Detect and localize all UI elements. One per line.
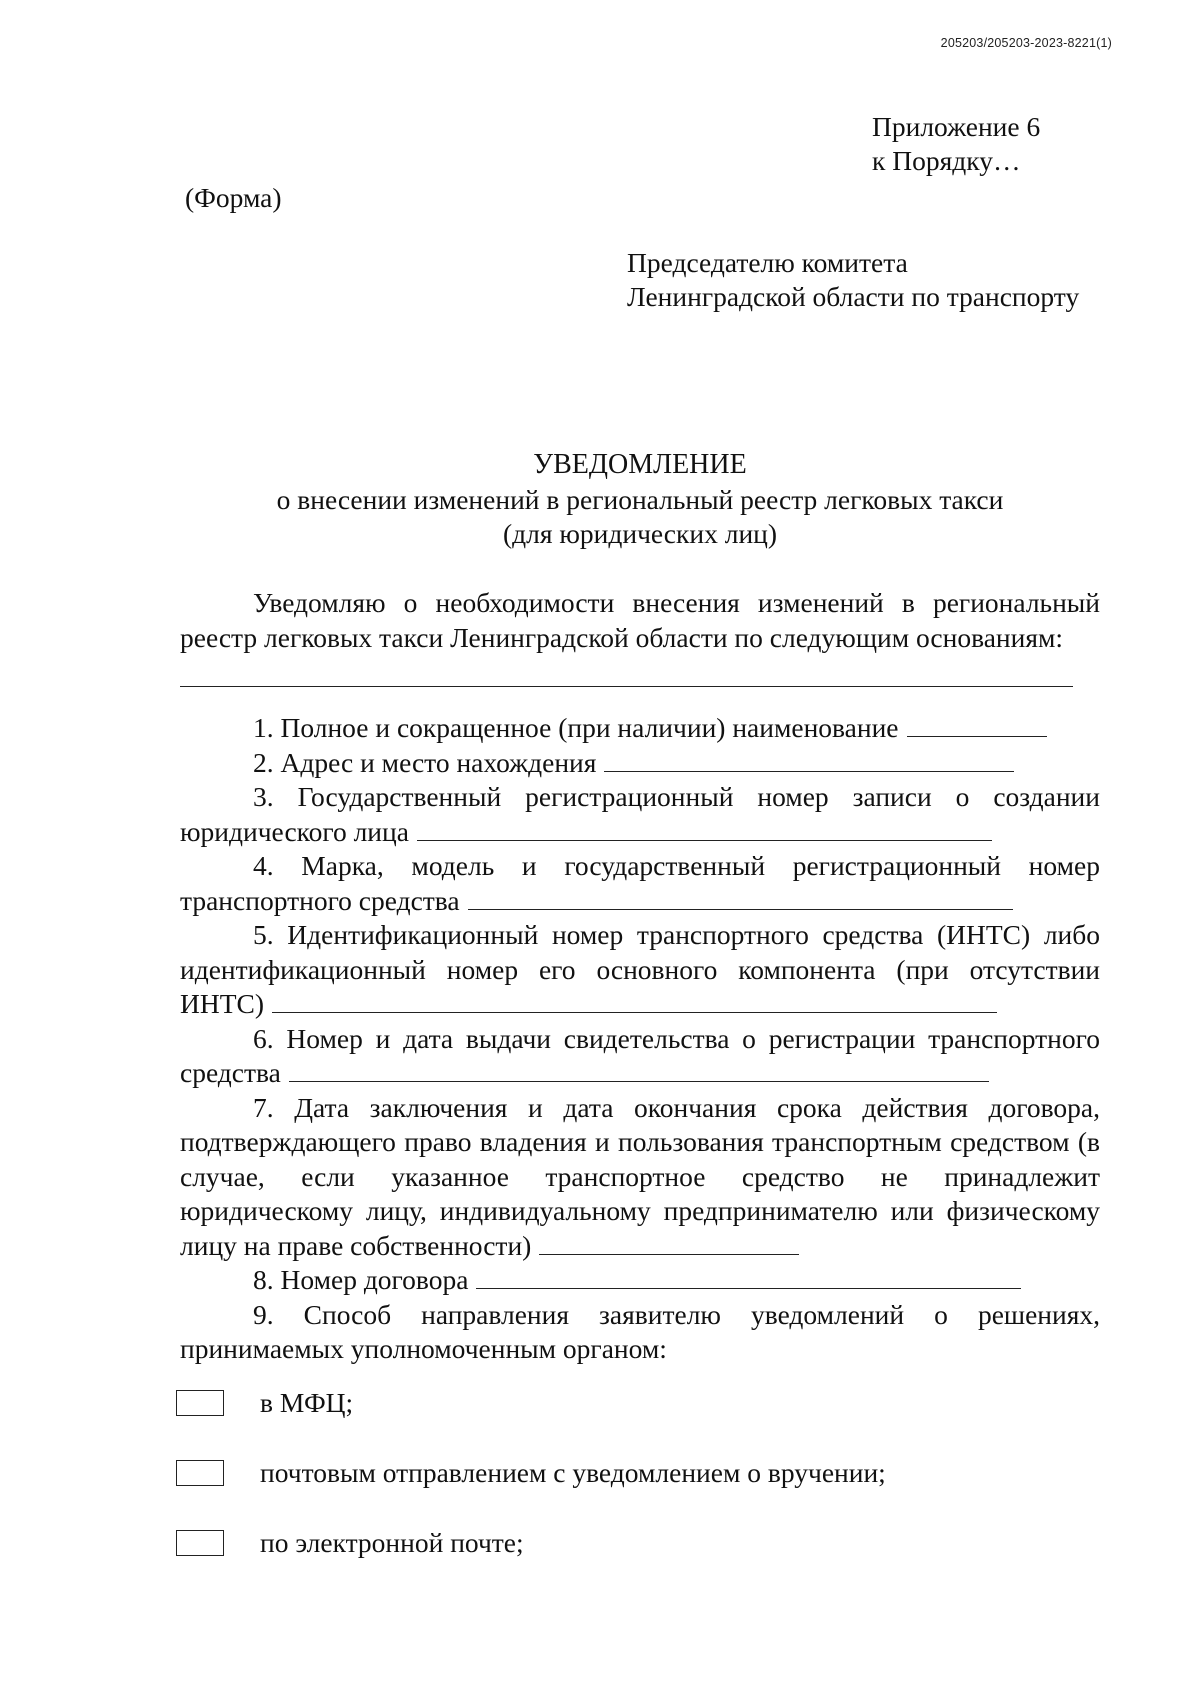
document-subtitle-note: (для юридических лиц) <box>502 518 778 549</box>
fill-field-2[interactable] <box>604 749 1014 772</box>
option-mfc-checkbox[interactable] <box>176 1390 224 1416</box>
fill-field-7[interactable] <box>539 1232 799 1255</box>
appendix-line-1: Приложение 6 <box>872 111 1041 142</box>
fill-field-8[interactable] <box>476 1266 1021 1289</box>
document-title: УВЕДОМЛЕНИЕ <box>533 449 747 480</box>
option-mfc-label: в МФЦ; <box>260 1387 354 1418</box>
addressee-line-2: Ленинградской области по транспорту <box>627 281 1080 312</box>
items-list <box>180 711 1100 1367</box>
appendix-line-2: к Порядку… <box>872 145 1021 176</box>
list-item-8: 8. Номер договора <box>180 1263 1100 1298</box>
intro-paragraph <box>180 586 1100 655</box>
list-item-1: 1. Полное и сокращенное (при наличии) наименование <box>180 711 1100 746</box>
intro-fill-line[interactable] <box>180 686 1073 687</box>
list-item-6: 6. Номер и дата выдачи свидетельства о регистрации транспортного средства <box>180 1022 1100 1088</box>
option-email-checkbox[interactable] <box>176 1530 224 1556</box>
fill-field-6[interactable] <box>289 1059 989 1082</box>
fill-field-5[interactable] <box>272 990 997 1013</box>
addressee-line-1: Председателю комитета <box>627 247 908 278</box>
list-item-3: 3. Государственный регистрационный номер записи о создании юридического лица <box>180 781 1100 847</box>
fill-field-4[interactable] <box>468 887 1013 910</box>
option-post-label: почтовым отправлением с уведомлением о вручении; <box>260 1457 886 1488</box>
document-subtitle: о внесении изменений в региональный реестр легковых такси <box>276 484 1004 515</box>
intro-text: Уведомляю о необходимости внесения изменений в региональный реестр легковых такси Ленинградской области по следующим основаниям: <box>180 587 1100 653</box>
list-item-5: 5. Идентификационный номер транспортного средства (ИНТС) либо идентификационный номер его основного компонента (при отсутствии ИНТС) <box>180 919 1100 1019</box>
addressee <box>627 246 1079 314</box>
form-label: (Форма) <box>185 182 282 213</box>
option-email-label: по электронной почте; <box>260 1527 524 1558</box>
fill-field-1[interactable] <box>907 714 1047 737</box>
list-item-4: 4. Марка, модель и государственный регистрационный номер транспортного средства <box>180 850 1100 916</box>
appendix-reference <box>872 110 1040 178</box>
option-email[interactable] <box>176 1526 524 1560</box>
list-item-2: 2. Адрес и место нахождения <box>180 746 1100 781</box>
document-id: 205203/205203-2023-8221(1) <box>940 36 1112 50</box>
title-block <box>180 447 1100 551</box>
list-item-7: 7. Дата заключения и дата окончания срока действия договора, подтверждающего право владения и пользования транспортным средством (в случае, если указанное транспортное средство не принадлежит юридическому лицу, индивидуальному предпринимателю или физическому лицу на праве собственности) <box>180 1091 1100 1261</box>
fill-field-3[interactable] <box>417 818 992 841</box>
option-post[interactable] <box>176 1456 886 1490</box>
option-mfc[interactable] <box>176 1386 353 1420</box>
list-item-9: 9. Способ направления заявителю уведомлений о решениях, принимаемых уполномоченным органом: <box>180 1298 1100 1364</box>
option-post-checkbox[interactable] <box>176 1460 224 1486</box>
